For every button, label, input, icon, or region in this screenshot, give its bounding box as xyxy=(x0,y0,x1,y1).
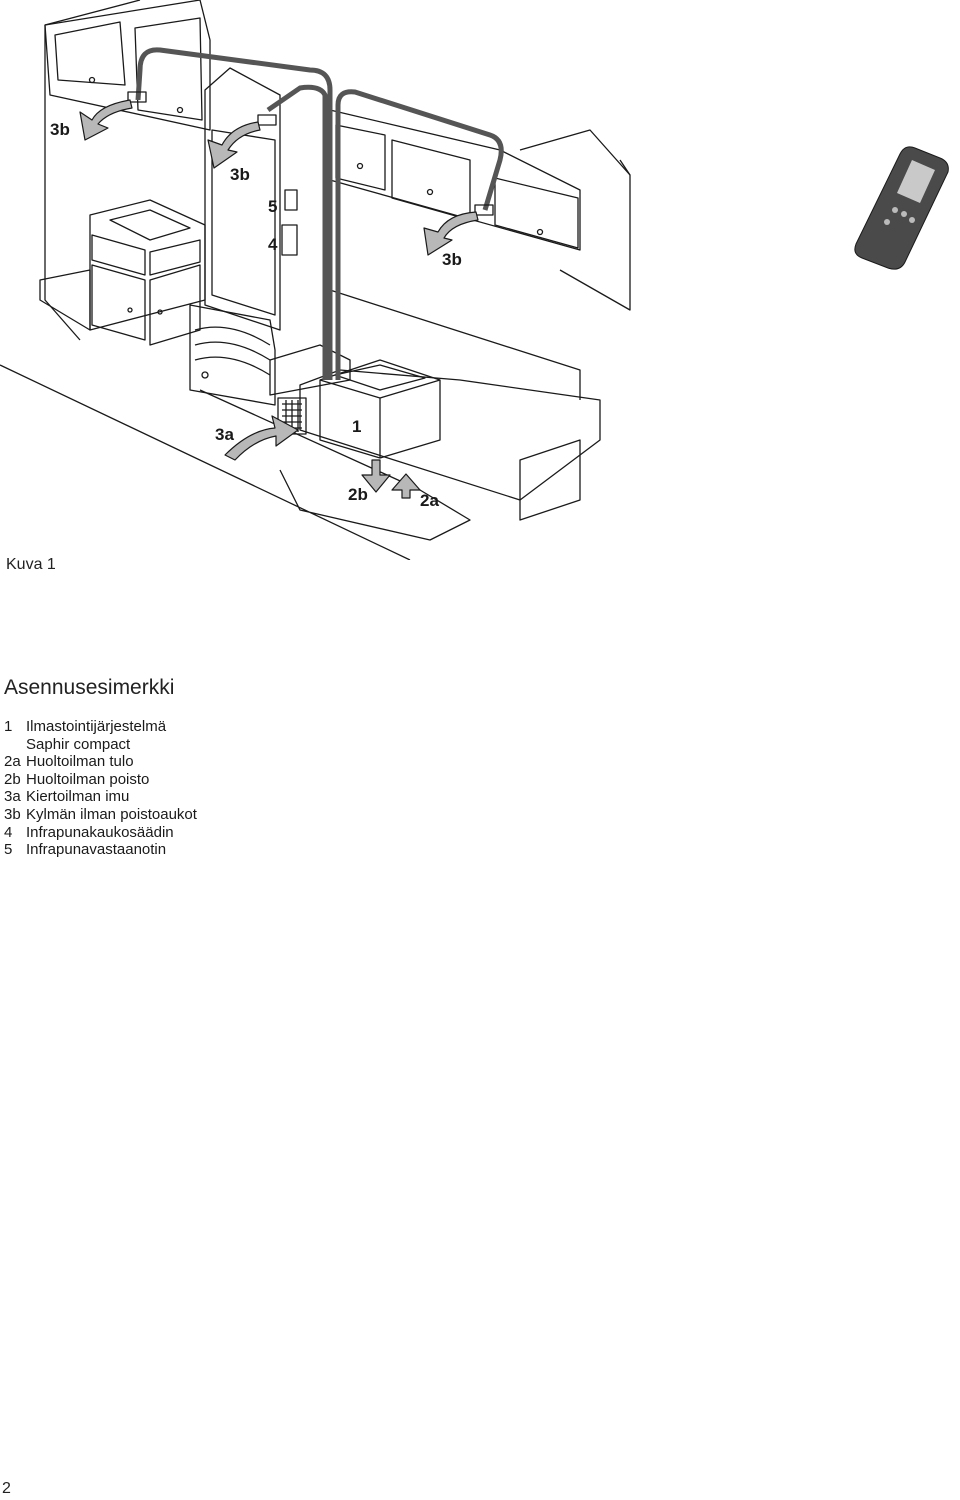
arrow-3b-right xyxy=(424,212,478,255)
section-heading: Asennusesimerkki xyxy=(4,676,175,699)
legend-item xyxy=(4,753,197,771)
remote-control-illustration xyxy=(855,147,948,269)
legend-item xyxy=(4,718,197,736)
legend-item xyxy=(4,841,197,859)
callout-5: 5 xyxy=(268,197,278,216)
legend-text: Saphir compact xyxy=(26,735,131,753)
callout-2a: 2a xyxy=(420,491,439,510)
legend-key: 4 xyxy=(4,823,13,841)
legend-text: Infrapunavastaanotin xyxy=(26,841,167,859)
legend-item xyxy=(4,806,197,824)
page-number: 2 xyxy=(2,1480,11,1497)
legend-key xyxy=(4,736,26,754)
legend-key: 3b xyxy=(4,805,21,823)
callout-2b: 2b xyxy=(348,485,368,504)
legend-item xyxy=(4,788,197,806)
legend-item xyxy=(4,771,197,789)
figure-caption: Kuva 1 xyxy=(6,556,56,573)
tall-cabinet xyxy=(205,68,297,330)
callout-3a: 3a xyxy=(215,425,234,444)
legend-list xyxy=(4,718,197,859)
legend-key: 2b xyxy=(4,770,21,788)
upper-cabinets-left xyxy=(45,0,210,130)
installation-diagram xyxy=(0,0,960,560)
callout-3b-left: 3b xyxy=(50,120,70,139)
legend-text: Kylmän ilman poistoaukot xyxy=(26,805,197,823)
arrow-3b-left xyxy=(80,100,132,140)
legend-text: Infrapunakaukosäädin xyxy=(26,823,174,841)
legend-text: Ilmastointijärjestelmä xyxy=(26,718,167,735)
floor-outline xyxy=(0,365,470,560)
heater-unit xyxy=(190,305,275,405)
legend-key: 2a xyxy=(4,753,21,771)
legend-key: 3a xyxy=(4,788,21,806)
legend-text: Huoltoilman poisto xyxy=(26,770,150,788)
callout-3b-right: 3b xyxy=(442,250,462,269)
arrow-2a xyxy=(392,474,420,498)
callout-3b-mid: 3b xyxy=(230,165,250,184)
callout-1: 1 xyxy=(352,417,362,436)
callout-4: 4 xyxy=(268,235,278,254)
vent-mid xyxy=(258,115,276,125)
legend-key: 1 xyxy=(4,718,13,735)
air-ducts xyxy=(138,50,501,380)
legend-text: Huoltoilman tulo xyxy=(26,753,134,771)
legend-text: Kiertoilman imu xyxy=(26,788,130,806)
arrow-3b-mid xyxy=(208,122,260,168)
legend-item xyxy=(4,736,197,754)
legend-item xyxy=(4,824,197,842)
legend-key: 5 xyxy=(4,841,13,859)
